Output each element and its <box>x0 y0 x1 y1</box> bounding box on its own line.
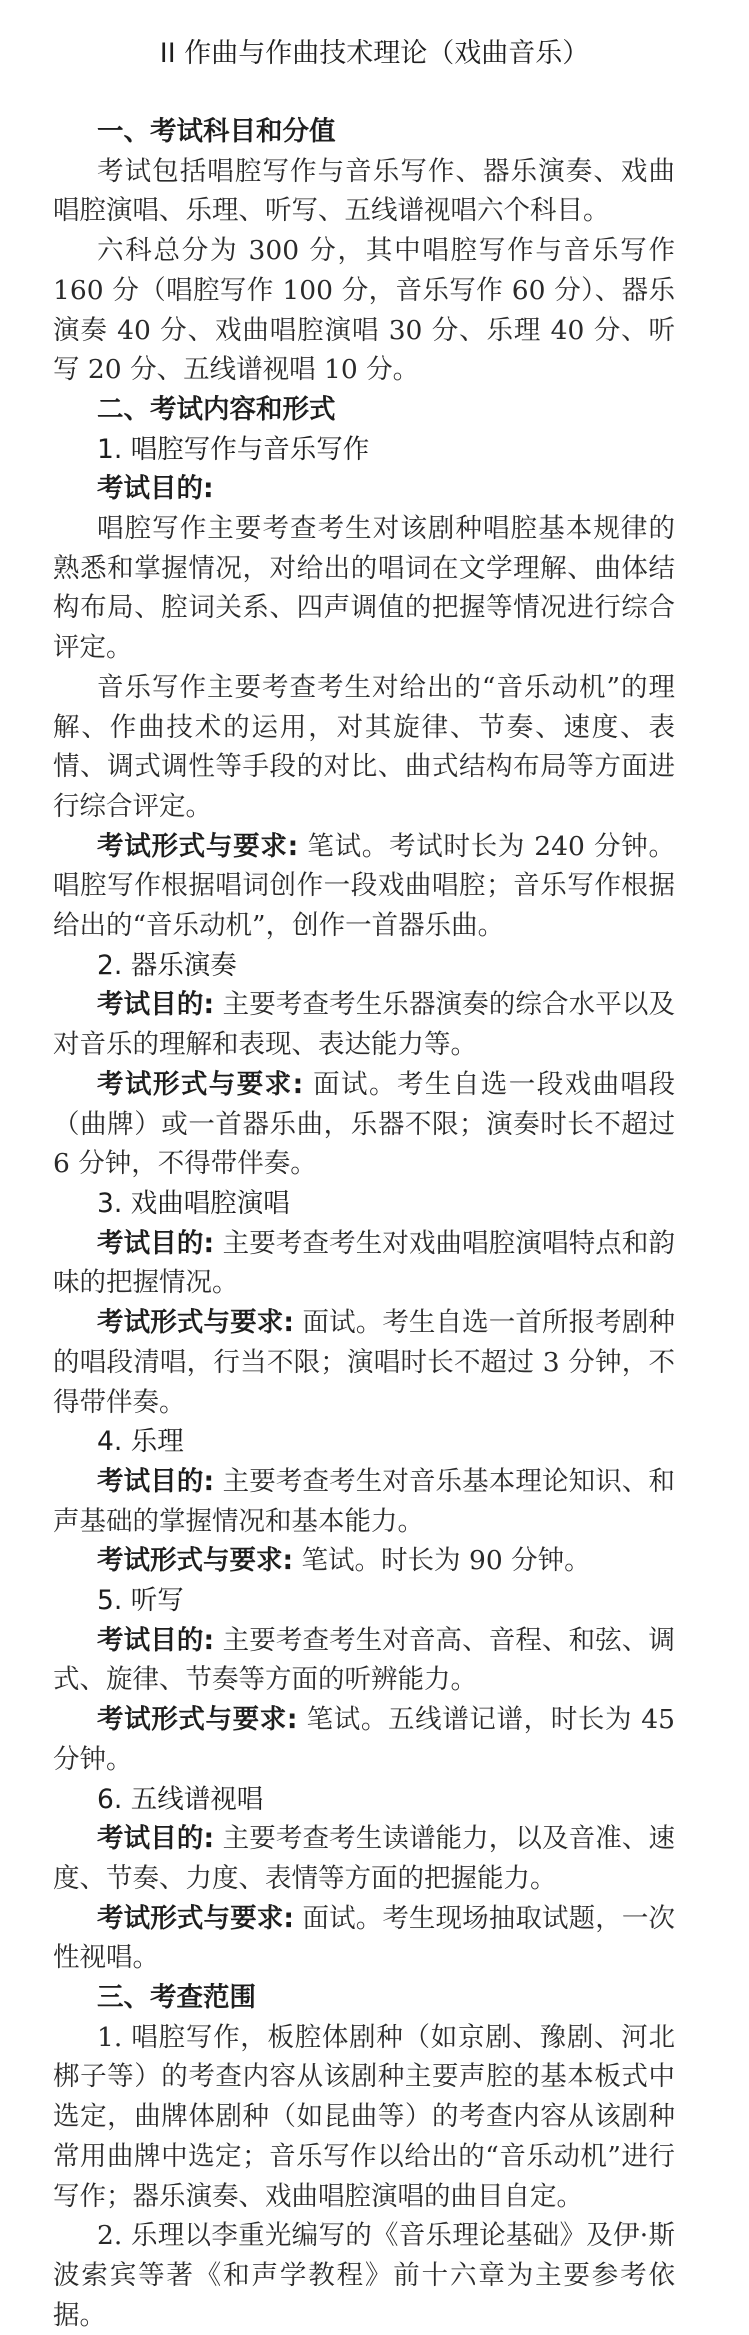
paragraph: 2. 乐理以李重光编写的《音乐理论基础》及伊·斯波索宾等著《和声学教程》前十六章为主要参考依据。 <box>53 2220 675 2331</box>
form-text: 笔试。五线谱记谱，时长为 45 分钟。 <box>53 1704 675 1775</box>
section-heading-scope: 三、考查范围 <box>97 1982 256 2014</box>
paragraph <box>53 1541 675 1581</box>
paragraph: 六科总分为 300 分，其中唱腔写作与音乐写作 160 分（唱腔写作 100 分，音乐写作 60 分）、器乐演奏 40 分、戏曲唱腔演唱 30 分、乐理 40 分、听写 20 分、五线谱视唱 10 分。 <box>53 235 675 386</box>
paragraph <box>53 1303 675 1422</box>
form-text: 笔试。时长为 90 分钟。 <box>301 1545 591 1577</box>
subsection-heading: 4. 乐理 <box>97 1426 184 1458</box>
purpose-label: 考试目的: <box>97 1624 215 1656</box>
subsection-heading: 6. 五线谱视唱 <box>97 1783 264 1815</box>
paragraph <box>53 985 675 1064</box>
document-body <box>53 112 675 2335</box>
purpose-text: 主要考查考生乐器演奏的综合水平以及对音乐的理解和表现、表达能力等。 <box>53 989 675 1061</box>
form-text: 面试。考生自选一段戏曲唱段（曲牌）或一首器乐曲，乐器不限；演奏时长不超过 6 分钟，不得带伴奏。 <box>53 1068 675 1180</box>
subsection-heading: 1. 唱腔写作与音乐写作 <box>97 433 370 465</box>
purpose-label: 考试目的: <box>97 1227 215 1259</box>
form-text: 笔试。考试时长为 240 分钟。唱腔写作根据唱词创作一段戏曲唱腔；音乐写作根据给出的“音乐动机”，创作一首器乐曲。 <box>53 830 675 942</box>
form-text: 面试。考生自选一首所报考剧种的唱段清唱，行当不限；演唱时长不超过 3 分钟，不得带伴奏。 <box>53 1307 675 1418</box>
label-line <box>53 469 675 509</box>
paragraph <box>53 827 675 946</box>
purpose-label: 考试目的: <box>97 473 214 505</box>
purpose-text: 主要考查考生对戏曲唱腔演唱特点和韵味的把握情况。 <box>53 1227 675 1299</box>
purpose-text: 主要考查考生对音高、音程、和弦、调式、旋律、节奏等方面的听辨能力。 <box>53 1624 675 1696</box>
form-label: 考试形式与要求: <box>97 1068 304 1100</box>
subsection-heading: 5. 听写 <box>97 1585 184 1617</box>
paragraph <box>53 1819 675 1898</box>
purpose-label: 考试目的: <box>97 989 215 1021</box>
paragraph: 音乐写作主要考查考生对给出的“音乐动机”的理解、作曲技术的运用，对其旋律、节奏、速度、表情、调式调性等手段的对比、曲式结构布局等方面进行综合评定。 <box>53 671 675 822</box>
purpose-text: 主要考查考生读谱能力，以及音准、速度、节奏、力度、表情等方面的把握能力。 <box>53 1823 675 1894</box>
purpose-text: 主要考查考生对音乐基本理论知识、和声基础的掌握情况和基本能力。 <box>53 1465 675 1537</box>
form-label: 考试形式与要求: <box>97 1545 294 1577</box>
paragraph <box>53 1462 675 1541</box>
paragraph: 考试包括唱腔写作与音乐写作、器乐演奏、戏曲唱腔演唱、乐理、听写、五线谱视唱六个科目。 <box>53 155 675 227</box>
section-heading-content: 二、考试内容和形式 <box>97 393 336 425</box>
subsection-heading: 2. 器乐演奏 <box>97 949 237 981</box>
paragraph <box>53 1700 675 1779</box>
paragraph <box>53 1899 675 1978</box>
paragraph <box>53 1621 675 1700</box>
form-label: 考试形式与要求: <box>97 830 299 862</box>
form-label: 考试形式与要求: <box>97 1704 298 1736</box>
form-text: 面试。考生现场抽取试题，一次性视唱。 <box>53 1902 675 1974</box>
form-label: 考试形式与要求: <box>97 1902 294 1934</box>
document-title: II 作曲与作曲技术理论（戏曲音乐） <box>159 38 590 69</box>
paragraph: 1. 唱腔写作，板腔体剧种（如京剧、豫剧、河北梆子等）的考查内容从该剧种主要声腔的基本板式中选定，曲牌体剧种（如昆曲等）的考查内容从该剧种常用曲牌中选定；音乐写作以给出的“音乐动机”进行写作；器乐演奏、戏曲唱腔演唱的曲目自定。 <box>53 2021 675 2212</box>
paragraph: 唱腔写作主要考查考生对该剧种唱腔基本规律的熟悉和掌握情况，对给出的唱词在文学理解、曲体结构布局、腔词关系、四声调值的把握等情况进行综合评定。 <box>53 513 675 664</box>
purpose-label: 考试目的: <box>97 1465 215 1497</box>
paragraph <box>53 1224 675 1303</box>
section-heading-subjects: 一、考试科目和分值 <box>97 116 336 147</box>
subsection-heading: 3. 戏曲唱腔演唱 <box>97 1187 290 1219</box>
purpose-label: 考试目的: <box>97 1823 215 1855</box>
form-label: 考试形式与要求: <box>97 1307 294 1339</box>
paragraph <box>53 1065 675 1184</box>
